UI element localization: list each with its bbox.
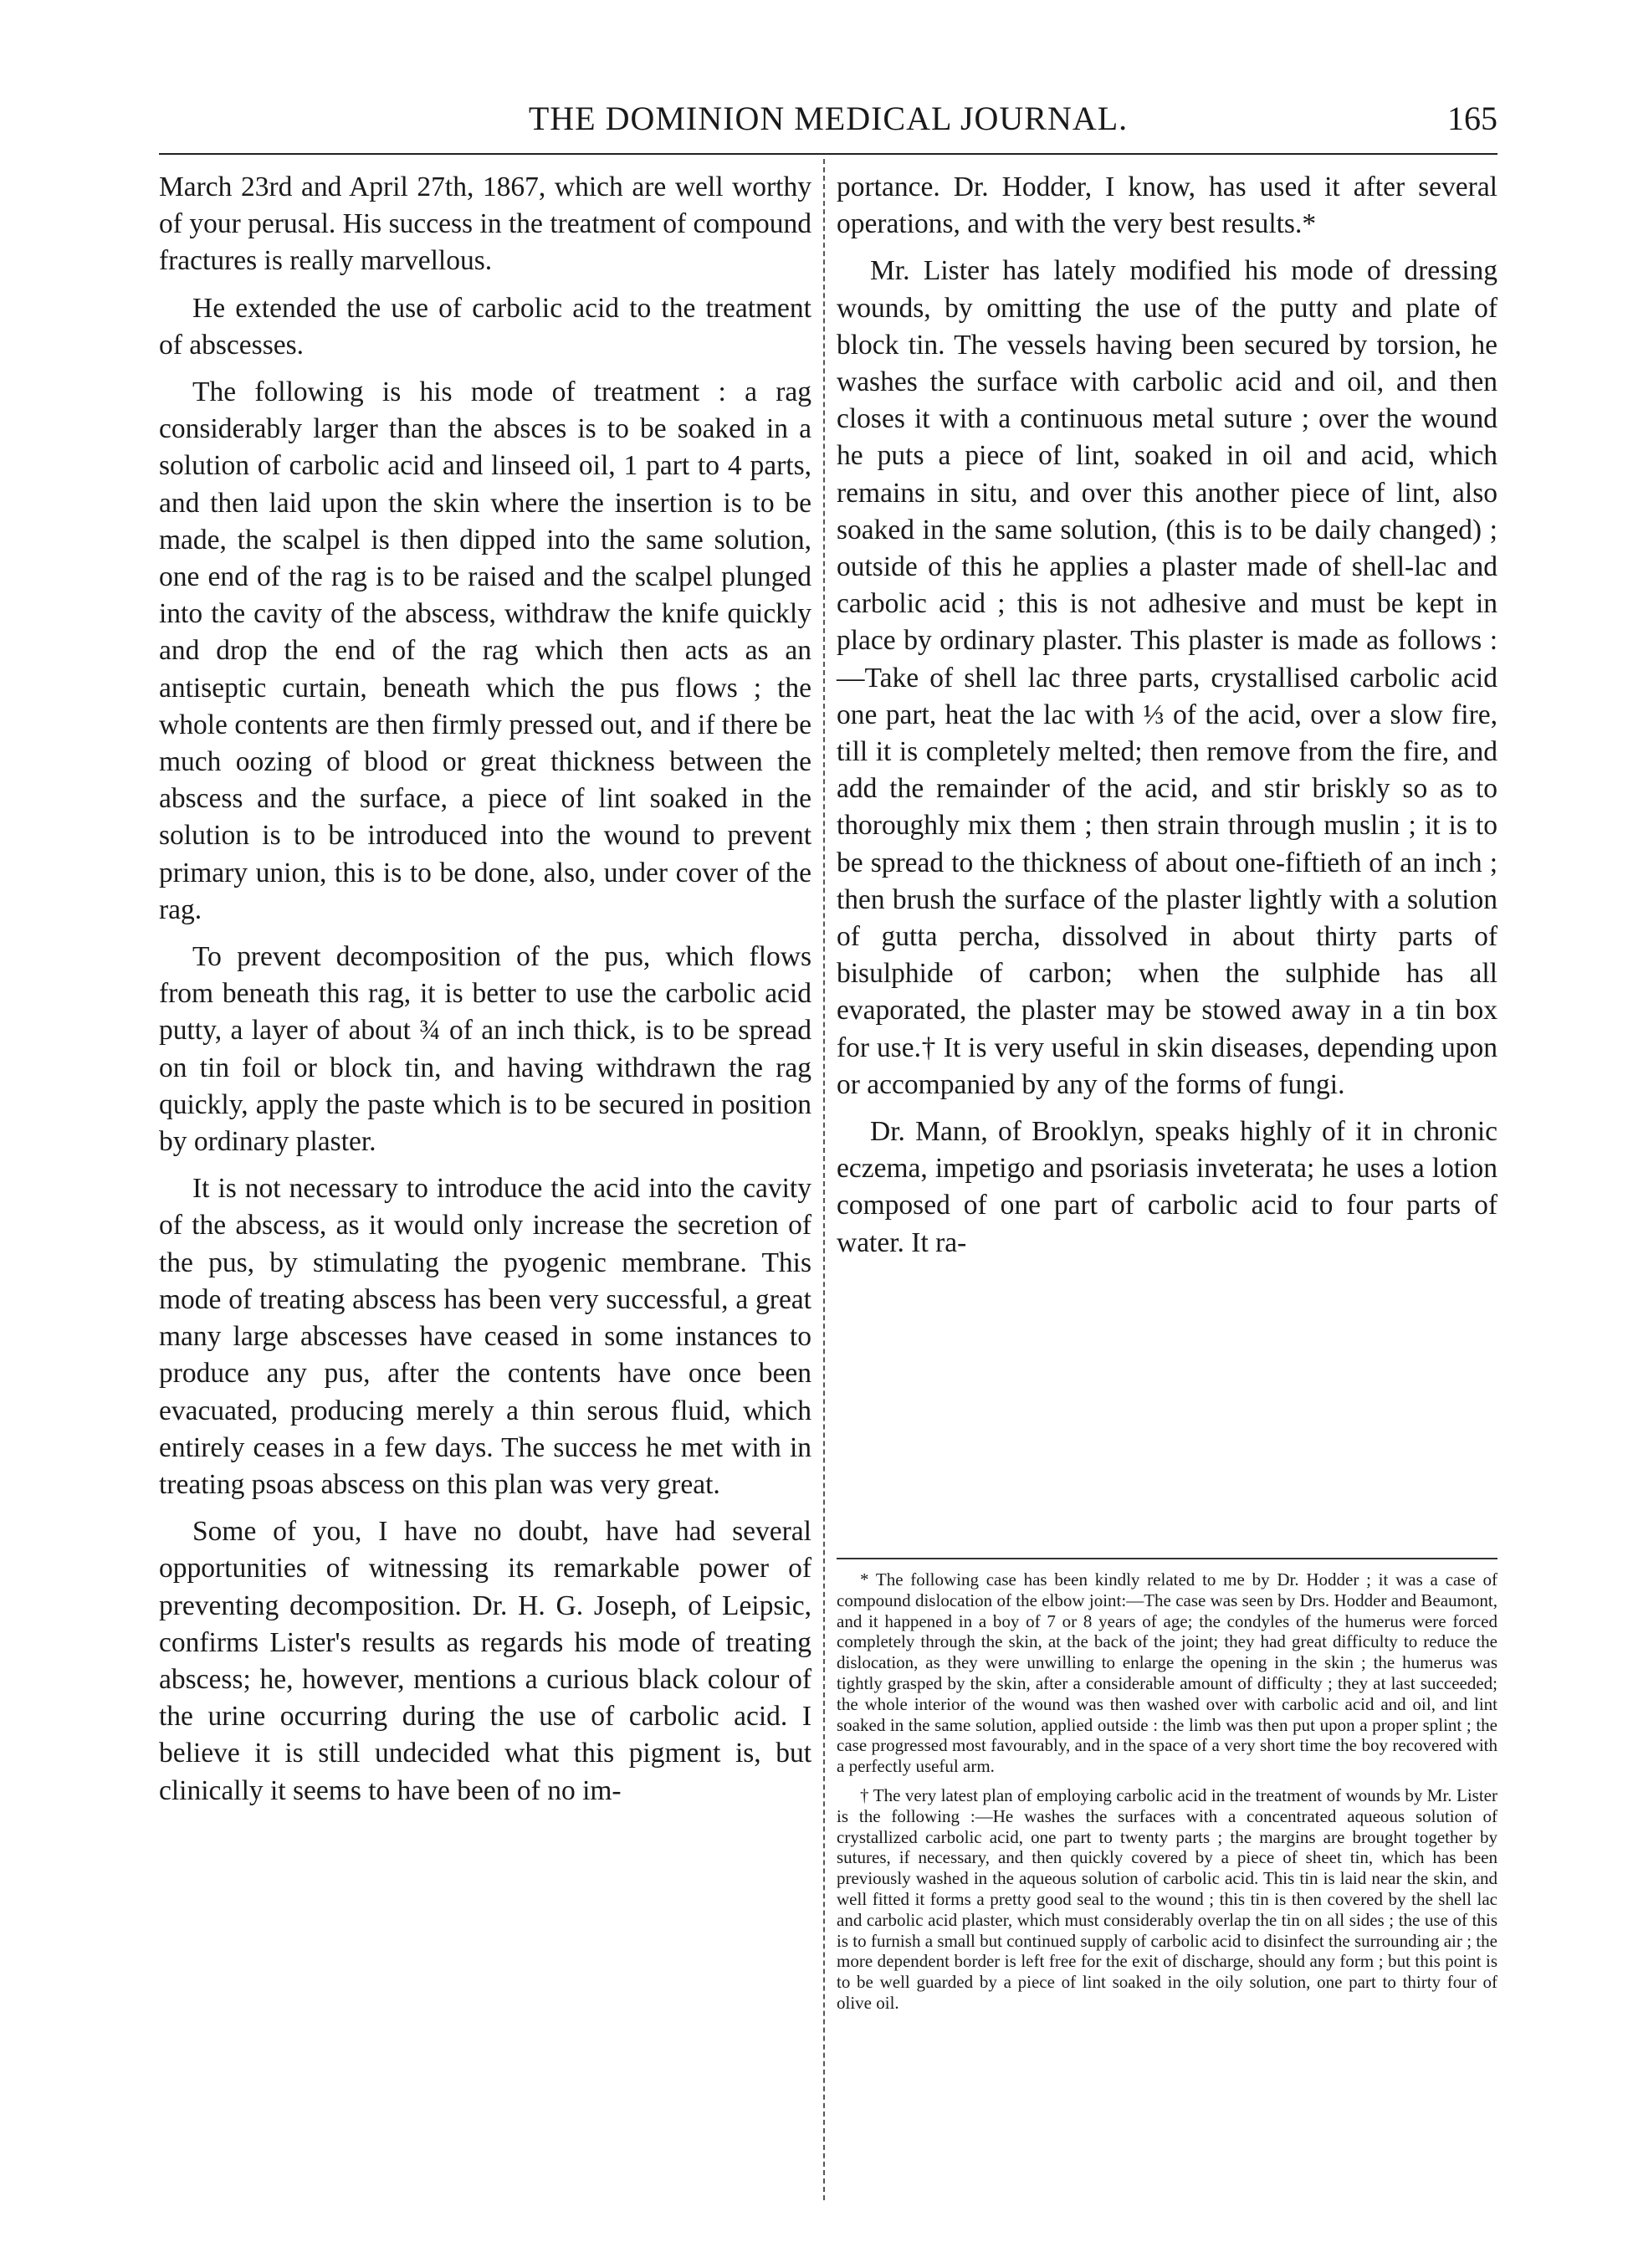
page-number: 165 xyxy=(1447,100,1497,137)
paragraph: To prevent decomposition of the pus, which flows from beneath this rag, it is better to use the carbolic acid putty, a layer of about ¾ of an inch thick, is to be spread on tin foil or block tin, and having withdrawn the rag quickly, apply the paste which is to be secured in position by ordinary plaster. xyxy=(159,941,811,1158)
paragraph: It is not necessary to introduce the acid into the cavity of the abscess, as it would only increase the secretion of the pus, by stimulating the pyogenic membrane. This mode of treating abscess has been very successful, a great many large abscesses have ceased in some instances to produce any pus, after the contents have once been evacuated, producing merely a thin serous fluid, which entirely ceases in a few days. The success he met with in treating psoas abscess on this plan was very great. xyxy=(159,1173,811,1500)
left-column xyxy=(159,169,811,1820)
running-header xyxy=(159,99,1497,149)
footnote-rule xyxy=(837,1558,1497,1559)
paragraph: Dr. Mann, of Brooklyn, speaks highly of it in chronic eczema, impetigo and psoriasis inveterata; he uses a lotion composed of one part of carbolic acid to four parts of water. It ra- xyxy=(837,1116,1497,1258)
paragraph: March 23rd and April 27th, 1867, which are well worthy of your perusal. His success in the treatment of compound fractures is really marvellous. xyxy=(159,172,811,277)
footnotes xyxy=(837,1569,1497,2022)
paragraph: The following is his mode of treatment : a rag considerably larger than the absces is to be soaked in a solution of carbolic acid and linseed oil, 1 part to 4 parts, and then laid upon the skin where the insertion is to be made, the scalpel is then dipped into the same solution, one end of the rag is to be raised and the scalpel plunged into the cavity of the abscess, withdraw the knife quickly and drop the end of the rag which then acts as an antiseptic curtain, beneath which the pus flows ; the whole contents are then firmly pressed out, and if there be much oozing of blood or great thickness between the abscess and the surface, a piece of lint soaked in the solution is to be introduced into the wound to prevent primary union, this is to be done, also, under cover of the rag. xyxy=(159,376,811,925)
footnote: * The following case has been kindly related to me by Dr. Hodder ; it was a case of compound dislocation of the elbow joint:—The case was seen by Drs. Hodder and Beaumont, and it happened in a boy of 7 or 8 years of age; the condyles of the humerus were forced completely through the skin, at the back of the joint; they had great difficulty to reduce the dislocation, as they were unwilling to enlarge the opening in the skin ; the humerus was tightly grasped by the skin, after a considerable amount of difficulty ; they at last succeeded; the whole interior of the wound was then washed over with carbolic acid and oil, and lint soaked in the same solution, applied outside : the limb was then put upon a proper splint ; the case progressed most favourably, and in the space of a very short time the boy recovered with a perfectly useful arm. xyxy=(837,1569,1497,1777)
footnote: † The very latest plan of employing carbolic acid in the treatment of wounds by Mr. Lister is the following :—He washes the surfaces with a concentrated aqueous solution of crystallized carbolic acid, one part to twenty parts ; the margins are brought together by sutures, if necessary, and then quickly covered by a piece of sheet tin, which has been previously washed in the aqueous solution of carbolic acid. This tin is laid near the skin, and well fitted it forms a pretty good seal to the wound ; this tin is then covered by the shell lac and carbolic acid plaster, which must considerably overlap the tin on all sides ; the use of this is to furnish a small but continued supply of carbolic acid to disinfect the surrounding air ; the more dependent border is left free for the exit of discharge, should any form ; but this point is to be well guarded by a piece of lint soaked in the oily solution, one part to thirty four of olive oil. xyxy=(837,1784,1497,2013)
right-column xyxy=(837,169,1497,1272)
paragraph: Mr. Lister has lately modified his mode of dressing wounds, by omitting the use of the putty and plate of block tin. The vessels having been secured by torsion, he washes the surface with carbolic acid and oil, and then closes it with a continuous metal suture ; over the wound he puts a piece of lint, soaked in oil and acid, which remains in situ, and over this another piece of lint, also soaked in the same solution, (this is to be daily changed) ; outside of this he applies a plaster made of shell-lac and carbolic acid ; this is not adhesive and must be kept in place by ordinary plaster. This plaster is made as follows :—Take of shell lac three parts, crystallised carbolic acid one part, heat the lac with ⅓ of the acid, over a slow fire, till it is completely melted; then remove from the fire, and add the remainder of the acid, and stir briskly so as to thoroughly mix them ; then strain through muslin ; it is to be spread to the thickness of about one-fiftieth of an inch ; then brush the surface of the plaster lightly with a solution of gutta percha, dissolved in about thirty parts of bisulphide of carbon; when the sulphide has all evaporated, the plaster may be stowed away in a tin box for use.† It is very useful in skin diseases, depending upon or accompanied by any of the forms of fungi. xyxy=(837,255,1497,1100)
header-rule xyxy=(159,153,1497,155)
paragraph: Some of you, I have no doubt, have had several opportunities of witnessing its remarkable power of preventing decomposition. Dr. H. G. Joseph, of Leipsic, confirms Lister's results as regards his mode of treating abscess; he, however, mentions a curious black colour of the urine occurring during the use of carbolic acid. I believe it is still undecided what this pigment is, but clinically it seems to have been of no im- xyxy=(159,1516,811,1806)
paragraph: portance. Dr. Hodder, I know, has used it after several operations, and with the very best results.* xyxy=(837,172,1497,240)
column-divider xyxy=(823,159,825,2200)
journal-title: THE DOMINION MEDICAL JOURNAL. xyxy=(528,100,1129,137)
paragraph: He extended the use of carbolic acid to the treatment of abscesses. xyxy=(159,292,811,361)
